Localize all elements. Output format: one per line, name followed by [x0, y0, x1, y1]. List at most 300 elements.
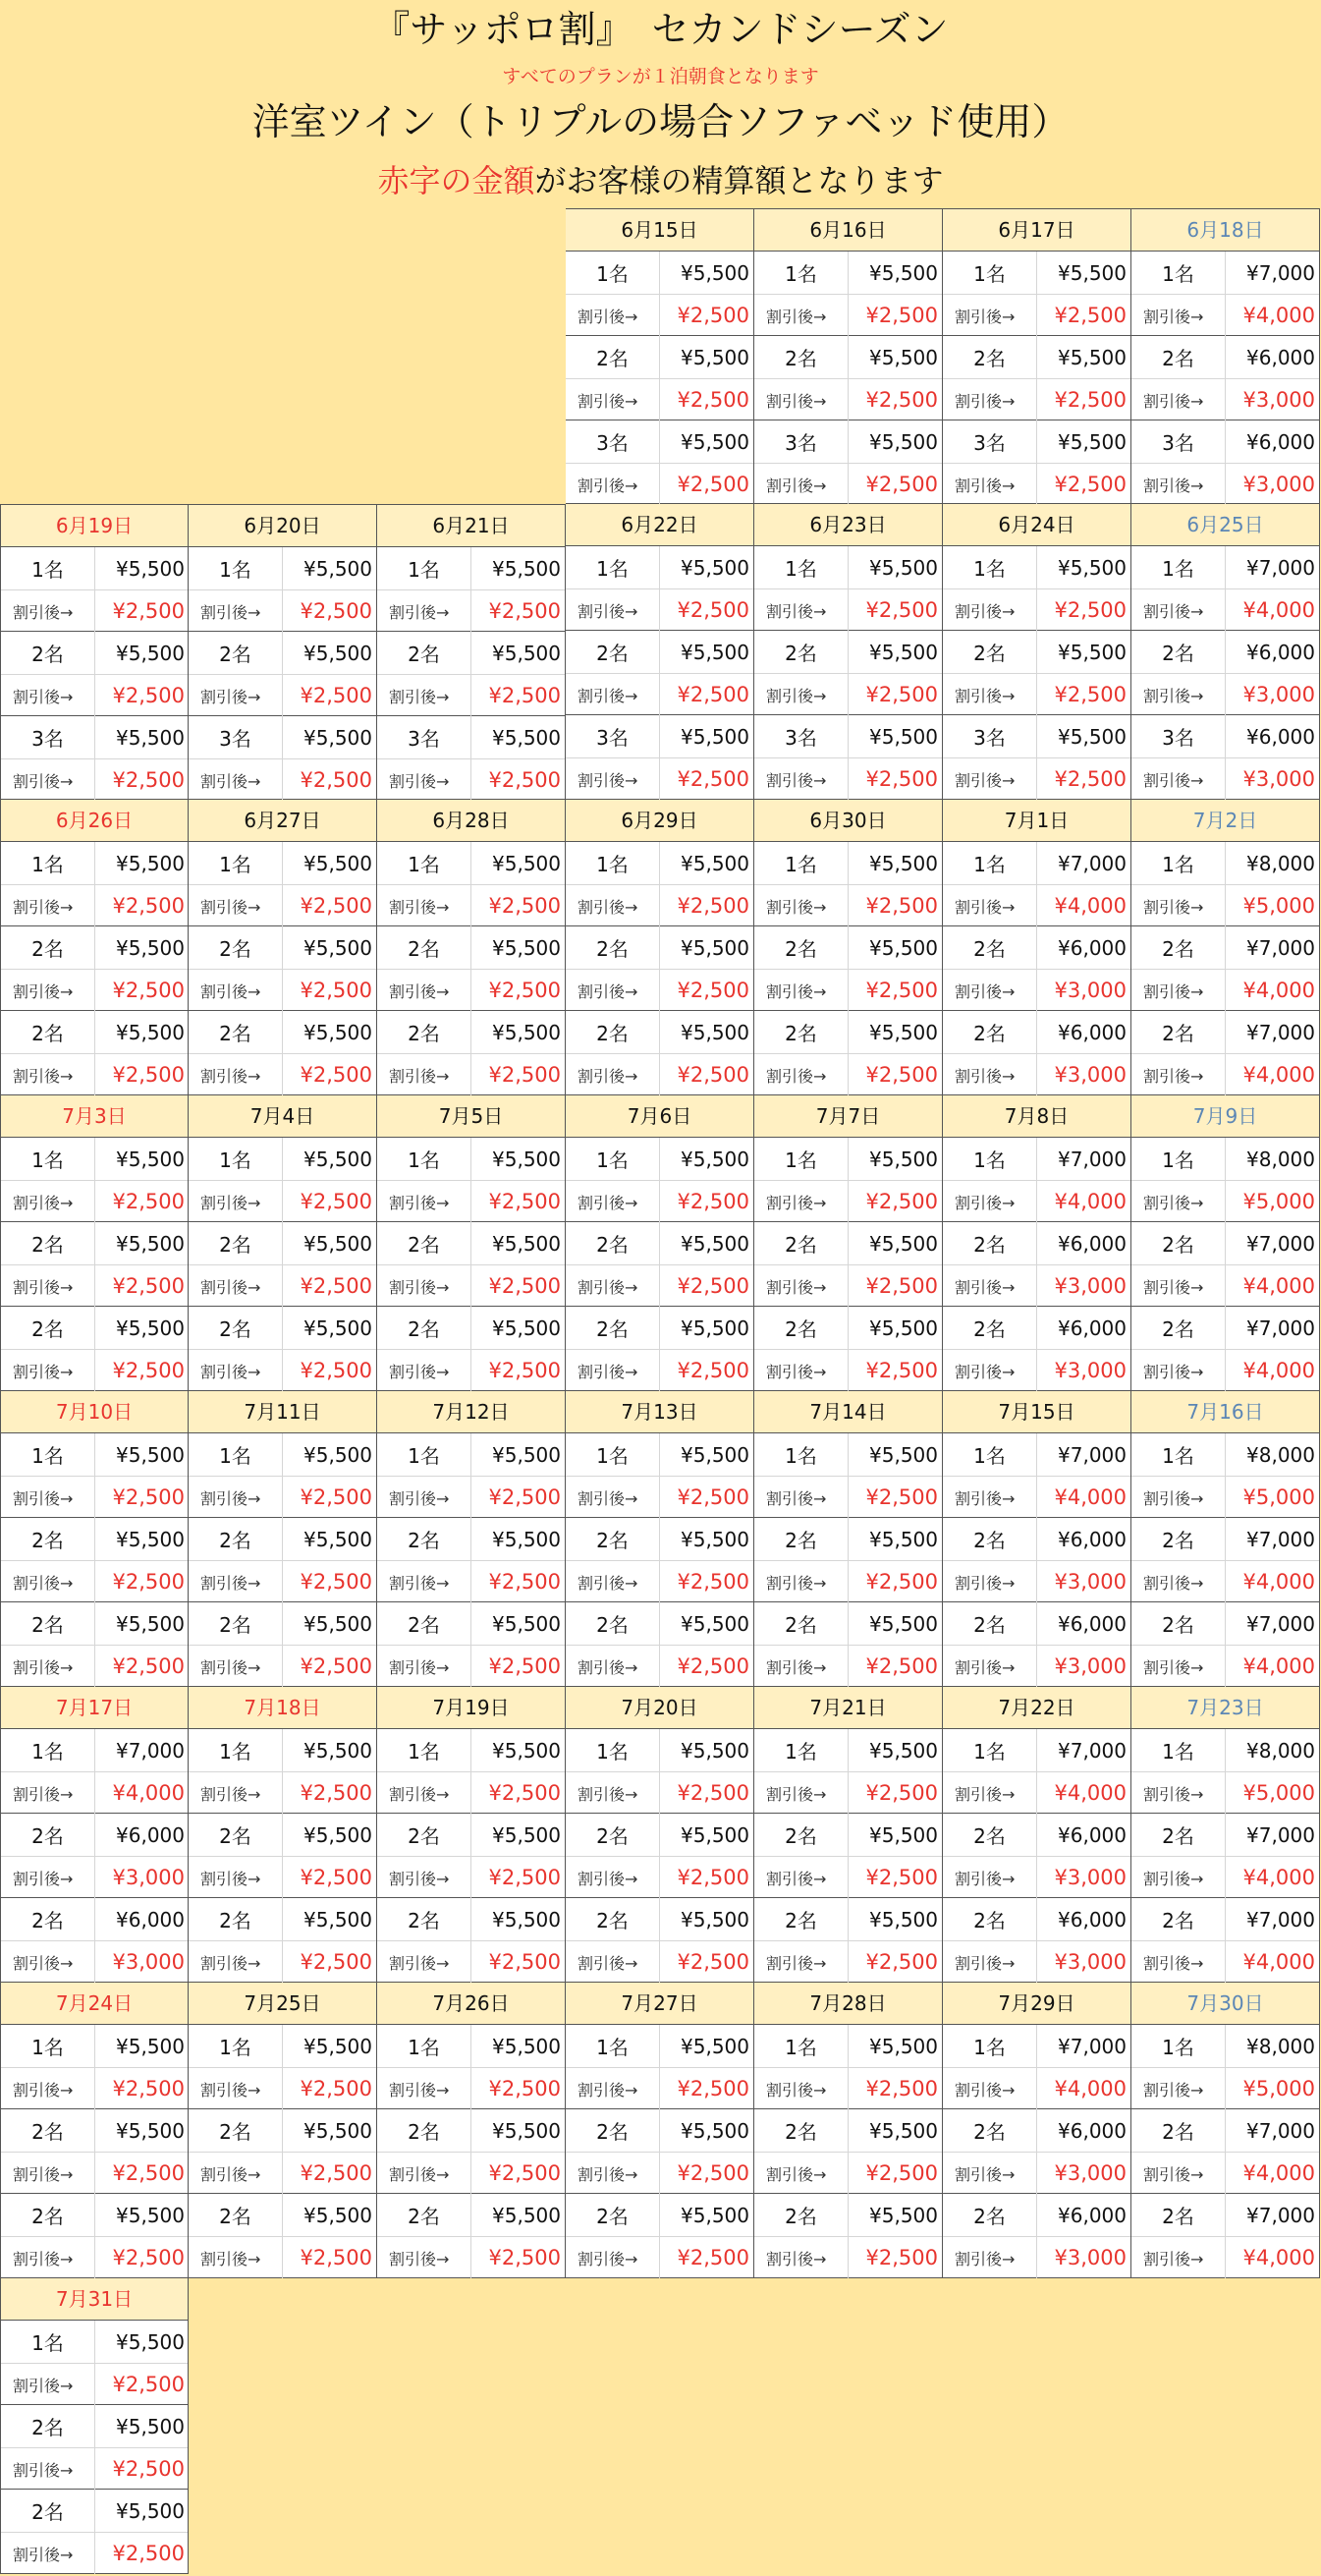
list-price-row — [1131, 546, 1319, 588]
after-discount-label: 割引後→ — [766, 1657, 827, 1677]
list-price: ¥5,500 — [681, 1231, 749, 1256]
after-discount-label: 割引後→ — [389, 1657, 450, 1677]
day-date: 7月9日 — [1131, 1095, 1319, 1138]
price-entry — [754, 842, 942, 926]
price-entry — [1, 2405, 188, 2490]
day-cell — [943, 1687, 1131, 1983]
discounted-price: ¥4,000 — [1242, 304, 1315, 327]
discount-row — [189, 969, 376, 1011]
guest-count: 2名 — [31, 1317, 64, 1341]
list-price-row — [943, 2109, 1130, 2152]
discount-row — [1, 1180, 188, 1222]
guest-count: 2名 — [973, 1233, 1006, 1257]
day-date: 7月7日 — [754, 1095, 942, 1138]
guest-count: 1名 — [408, 558, 440, 582]
discounted-price: ¥2,500 — [1054, 304, 1127, 327]
discounted-price: ¥2,500 — [677, 598, 749, 622]
after-discount-label: 割引後→ — [13, 1066, 74, 1086]
list-price: ¥5,500 — [492, 2034, 561, 2058]
after-discount-label: 割引後→ — [955, 601, 1016, 621]
after-discount-label: 割引後→ — [1143, 2080, 1204, 2100]
discount-row — [1131, 294, 1319, 336]
discounted-price: ¥2,500 — [865, 1781, 938, 1805]
discounted-price: ¥3,000 — [112, 1866, 185, 1889]
list-price-row — [1131, 420, 1319, 463]
discount-row — [754, 1053, 942, 1095]
list-price-row — [566, 1518, 753, 1560]
price-entry — [189, 1729, 376, 1814]
list-price-row — [754, 2109, 942, 2152]
after-discount-label: 割引後→ — [578, 476, 638, 495]
after-discount-label: 割引後→ — [389, 1362, 450, 1381]
list-price-row — [377, 1222, 565, 1264]
discounted-price: ¥2,500 — [112, 1063, 185, 1087]
day-date: 7月23日 — [1131, 1687, 1319, 1729]
after-discount-label: 割引後→ — [1143, 2249, 1204, 2268]
after-discount-label: 割引後→ — [200, 1573, 261, 1593]
list-price: ¥5,500 — [492, 725, 561, 750]
discounted-price: ¥2,500 — [1054, 683, 1127, 706]
price-entry — [754, 631, 942, 715]
discounted-price: ¥4,000 — [1242, 1654, 1315, 1678]
payment-note — [0, 159, 1321, 202]
list-price: ¥5,500 — [492, 1442, 561, 1467]
price-entry — [1, 632, 188, 716]
price-entry — [1, 926, 188, 1011]
discount-row — [566, 1349, 753, 1391]
list-price-row — [943, 1729, 1130, 1771]
discount-row — [189, 1856, 376, 1898]
guest-count: 2名 — [31, 1909, 64, 1932]
list-price-row — [566, 1011, 753, 1053]
discounted-price: ¥3,000 — [1054, 1950, 1127, 1974]
list-price-row — [189, 2194, 376, 2236]
list-price: ¥6,000 — [1246, 345, 1315, 369]
list-price-row — [566, 1222, 753, 1264]
day-date: 6月16日 — [754, 209, 942, 252]
price-entry — [943, 1222, 1130, 1307]
discounted-price: ¥2,500 — [488, 1485, 561, 1509]
discounted-price: ¥4,000 — [1054, 2077, 1127, 2100]
list-price-row — [1, 1814, 188, 1856]
list-price-row — [1, 1602, 188, 1645]
guest-count: 2名 — [219, 937, 251, 961]
after-discount-label: 割引後→ — [766, 981, 827, 1001]
discounted-price: ¥4,000 — [112, 1781, 185, 1805]
guest-count: 2名 — [973, 642, 1006, 665]
discounted-price: ¥2,500 — [300, 2077, 372, 2100]
list-price-row — [566, 1602, 753, 1645]
discounted-price: ¥5,000 — [1242, 1781, 1315, 1805]
discounted-price: ¥4,000 — [1242, 1359, 1315, 1382]
discounted-price: ¥2,500 — [112, 768, 185, 792]
discount-row — [566, 1771, 753, 1814]
price-entry — [189, 1433, 376, 1518]
discount-row — [754, 1476, 942, 1518]
price-entry — [943, 842, 1130, 926]
discount-row — [1131, 1560, 1319, 1602]
list-price: ¥5,500 — [869, 1907, 938, 1932]
guest-count: 1名 — [973, 262, 1006, 286]
discount-row — [1131, 673, 1319, 715]
list-price: ¥7,000 — [1246, 260, 1315, 285]
list-price-row — [377, 1307, 565, 1349]
discounted-price: ¥5,000 — [1242, 894, 1315, 918]
guest-count: 2名 — [408, 2205, 440, 2228]
price-entry — [377, 547, 565, 632]
list-price-row — [377, 1729, 565, 1771]
discount-row — [377, 1053, 565, 1095]
price-entry — [1131, 420, 1319, 505]
discounted-price: ¥2,500 — [1054, 388, 1127, 412]
price-entry — [1, 716, 188, 801]
discount-row — [566, 1645, 753, 1687]
list-price-row — [377, 547, 565, 589]
list-price: ¥7,000 — [1246, 1020, 1315, 1044]
day-date: 6月25日 — [1131, 504, 1319, 546]
after-discount-label: 割引後→ — [766, 307, 827, 326]
list-price-row — [189, 926, 376, 969]
discount-row — [1131, 1180, 1319, 1222]
list-price: ¥7,000 — [1246, 1611, 1315, 1636]
list-price: ¥7,000 — [116, 1738, 185, 1763]
guest-count: 1名 — [219, 1148, 251, 1172]
discounted-price: ¥4,000 — [1242, 1570, 1315, 1594]
after-discount-label: 割引後→ — [955, 1953, 1016, 1973]
list-price-row — [377, 842, 565, 884]
day-cell — [189, 1687, 377, 1983]
day-cell — [943, 1983, 1131, 2278]
day-cell — [1131, 208, 1320, 504]
day-cell — [377, 1687, 566, 1983]
list-price-row — [1131, 1307, 1319, 1349]
list-price-row — [1, 1433, 188, 1476]
price-entry — [1, 1602, 188, 1687]
discount-row — [754, 2236, 942, 2278]
guest-count: 1名 — [219, 853, 251, 876]
day-cell — [943, 1095, 1131, 1391]
list-price: ¥7,000 — [1246, 935, 1315, 960]
list-price-row — [1, 1729, 188, 1771]
price-entry — [1, 2321, 188, 2405]
list-price: ¥5,500 — [1058, 345, 1127, 369]
guest-count: 2名 — [408, 1613, 440, 1637]
price-entry — [1, 1138, 188, 1222]
guest-count: 2名 — [596, 1022, 629, 1045]
list-price: ¥5,500 — [681, 1822, 749, 1847]
price-entry — [754, 1433, 942, 1518]
list-price: ¥5,500 — [869, 260, 938, 285]
discounted-price: ¥2,500 — [112, 2246, 185, 2269]
discounted-price: ¥2,500 — [112, 2542, 185, 2565]
discount-row — [1, 1053, 188, 1095]
guest-count: 1名 — [785, 557, 817, 581]
after-discount-label: 割引後→ — [200, 981, 261, 1001]
day-cell — [754, 208, 943, 504]
discount-row — [377, 1856, 565, 1898]
after-discount-label: 割引後→ — [766, 2249, 827, 2268]
guest-count: 2名 — [1162, 1233, 1194, 1257]
list-price-row — [377, 2025, 565, 2067]
discount-row — [1131, 588, 1319, 631]
list-price: ¥5,500 — [869, 429, 938, 454]
price-entry — [189, 1814, 376, 1898]
list-price-row — [377, 2109, 565, 2152]
list-price: ¥8,000 — [1246, 1147, 1315, 1171]
after-discount-label: 割引後→ — [955, 1573, 1016, 1593]
discount-row — [189, 1771, 376, 1814]
day-date: 6月17日 — [943, 209, 1130, 252]
after-discount-label: 割引後→ — [200, 1784, 261, 1804]
after-discount-label: 割引後→ — [389, 1573, 450, 1593]
price-entry — [189, 1138, 376, 1222]
day-cell — [943, 504, 1131, 800]
list-price-row — [1131, 2025, 1319, 2067]
list-price: ¥5,500 — [116, 1316, 185, 1340]
day-cell — [566, 800, 754, 1095]
list-price: ¥5,500 — [869, 1611, 938, 1636]
price-entry — [1131, 1222, 1319, 1307]
guest-count: 2名 — [31, 1233, 64, 1257]
list-price: ¥6,000 — [1246, 640, 1315, 664]
discounted-price: ¥5,000 — [1242, 1190, 1315, 1213]
after-discount-label: 割引後→ — [389, 1066, 450, 1086]
day-cell — [377, 1391, 566, 1687]
price-entry — [566, 1138, 753, 1222]
list-price-row — [943, 1602, 1130, 1645]
price-entry — [943, 1138, 1130, 1222]
discount-row — [189, 1940, 376, 1983]
discount-row — [754, 1180, 942, 1222]
discount-row — [754, 884, 942, 926]
discounted-price: ¥2,500 — [300, 1190, 372, 1213]
guest-count: 3名 — [596, 726, 629, 750]
price-entry — [377, 716, 565, 801]
discount-row — [566, 1940, 753, 1983]
discounted-price: ¥2,500 — [300, 684, 372, 707]
discounted-price: ¥2,500 — [300, 1654, 372, 1678]
list-price: ¥5,500 — [303, 1611, 372, 1636]
price-entry — [566, 2025, 753, 2109]
after-discount-label: 割引後→ — [1143, 1657, 1204, 1677]
day-date: 7月26日 — [377, 1983, 565, 2025]
list-price: ¥5,500 — [492, 935, 561, 960]
page-header — [0, 0, 1321, 208]
discounted-price: ¥2,500 — [488, 2161, 561, 2185]
price-entry — [566, 715, 753, 800]
price-entry — [943, 1729, 1130, 1814]
discount-row — [377, 1771, 565, 1814]
guest-count: 2名 — [596, 937, 629, 961]
discount-row — [1131, 1856, 1319, 1898]
list-price-row — [1, 1222, 188, 1264]
guest-count: 2名 — [973, 2205, 1006, 2228]
list-price: ¥5,500 — [681, 555, 749, 580]
discount-row — [377, 758, 565, 801]
discounted-price: ¥2,500 — [865, 894, 938, 918]
after-discount-label: 割引後→ — [389, 602, 450, 622]
guest-count: 2名 — [785, 2205, 817, 2228]
after-discount-label: 割引後→ — [766, 476, 827, 495]
discount-row — [1131, 1771, 1319, 1814]
day-date: 7月30日 — [1131, 1983, 1319, 2025]
discounted-price: ¥2,500 — [300, 1359, 372, 1382]
guest-count: 2名 — [219, 1613, 251, 1637]
guest-count: 3名 — [973, 431, 1006, 455]
list-price: ¥5,500 — [681, 345, 749, 369]
list-price-row — [566, 2109, 753, 2152]
discounted-price: ¥4,000 — [1242, 1063, 1315, 1087]
discount-row — [754, 2067, 942, 2109]
price-entry — [943, 2194, 1130, 2278]
day-cell — [943, 208, 1131, 504]
list-price-row — [1, 1898, 188, 1940]
day-cell — [1131, 1095, 1320, 1391]
discount-row — [754, 757, 942, 800]
guest-count: 2名 — [596, 1613, 629, 1637]
day-cell — [754, 1391, 943, 1687]
after-discount-label: 割引後→ — [578, 391, 638, 411]
after-discount-label: 割引後→ — [200, 771, 261, 791]
discounted-price: ¥2,500 — [112, 599, 185, 623]
guest-count: 1名 — [785, 1444, 817, 1468]
price-entry — [566, 1814, 753, 1898]
day-date: 7月31日 — [1, 2278, 188, 2321]
day-cell — [0, 1983, 189, 2278]
list-price: ¥5,500 — [116, 1527, 185, 1551]
discount-row — [566, 969, 753, 1011]
list-price-row — [943, 420, 1130, 463]
guest-count: 2名 — [31, 1824, 64, 1848]
list-price-row — [754, 1729, 942, 1771]
day-cell — [0, 1095, 189, 1391]
price-entry — [189, 1898, 376, 1983]
after-discount-label: 割引後→ — [389, 687, 450, 706]
price-entry — [1131, 1814, 1319, 1898]
discount-row — [1, 2532, 188, 2574]
guest-count: 1名 — [408, 1740, 440, 1764]
day-date: 7月24日 — [1, 1983, 188, 2025]
guest-count: 2名 — [31, 1022, 64, 1045]
price-entry — [1, 2025, 188, 2109]
after-discount-label: 割引後→ — [578, 1657, 638, 1677]
price-entry — [754, 1011, 942, 1095]
guest-count: 1名 — [785, 1148, 817, 1172]
discounted-price: ¥2,500 — [865, 1063, 938, 1087]
day-cell — [566, 1687, 754, 1983]
list-price: ¥5,500 — [116, 935, 185, 960]
guest-count: 2名 — [596, 347, 629, 370]
list-price: ¥6,000 — [1058, 1907, 1127, 1932]
discounted-price: ¥2,500 — [677, 304, 749, 327]
after-discount-label: 割引後→ — [389, 981, 450, 1001]
after-discount-label: 割引後→ — [766, 601, 827, 621]
list-price-row — [377, 1898, 565, 1940]
list-price-row — [1, 2405, 188, 2447]
list-price: ¥5,500 — [116, 556, 185, 581]
day-cell — [754, 504, 943, 800]
list-price: ¥5,500 — [303, 1822, 372, 1847]
list-price: ¥7,000 — [1058, 1147, 1127, 1171]
price-entry — [1, 1518, 188, 1602]
discounted-price: ¥2,500 — [865, 473, 938, 496]
day-cell — [1131, 1687, 1320, 1983]
after-discount-label: 割引後→ — [766, 391, 827, 411]
guest-count: 2名 — [219, 643, 251, 666]
discount-row — [1, 2447, 188, 2490]
price-entry — [1, 547, 188, 632]
discounted-price: ¥2,500 — [300, 1866, 372, 1889]
list-price: ¥5,500 — [492, 1822, 561, 1847]
after-discount-label: 割引後→ — [578, 2080, 638, 2100]
list-price: ¥5,500 — [303, 1020, 372, 1044]
discounted-price: ¥2,500 — [677, 979, 749, 1002]
price-entry — [377, 2109, 565, 2194]
day-cell — [1131, 1983, 1320, 2278]
discount-row — [943, 1560, 1130, 1602]
list-price-row — [943, 1518, 1130, 1560]
price-entry — [377, 2194, 565, 2278]
list-price-row — [189, 842, 376, 884]
discount-row — [943, 463, 1130, 505]
list-price-row — [1131, 842, 1319, 884]
guest-count: 2名 — [1162, 2205, 1194, 2228]
discounted-price: ¥2,500 — [677, 1063, 749, 1087]
list-price-row — [754, 1138, 942, 1180]
price-entry — [189, 926, 376, 1011]
list-price-row — [754, 715, 942, 757]
discount-row — [1, 1476, 188, 1518]
after-discount-label: 割引後→ — [766, 1193, 827, 1212]
list-price: ¥6,000 — [1058, 1231, 1127, 1256]
discounted-price: ¥3,000 — [1054, 1274, 1127, 1298]
day-cell — [189, 504, 377, 800]
price-entry — [189, 1222, 376, 1307]
discounted-price: ¥2,500 — [677, 767, 749, 791]
price-entry — [1131, 2194, 1319, 2278]
discounted-price: ¥2,500 — [112, 894, 185, 918]
price-entry — [943, 420, 1130, 505]
day-date: 6月29日 — [566, 800, 753, 842]
price-entry — [377, 926, 565, 1011]
list-price-row — [1131, 631, 1319, 673]
after-discount-label: 割引後→ — [578, 601, 638, 621]
discount-row — [189, 1180, 376, 1222]
guest-count: 1名 — [596, 853, 629, 876]
discount-row — [754, 294, 942, 336]
list-price: ¥5,500 — [681, 1738, 749, 1763]
after-discount-label: 割引後→ — [200, 1488, 261, 1508]
after-discount-label: 割引後→ — [13, 1657, 74, 1677]
price-entry — [189, 547, 376, 632]
price-entry — [754, 252, 942, 336]
after-discount-label: 割引後→ — [200, 1066, 261, 1086]
price-entry — [754, 715, 942, 800]
after-discount-label: 割引後→ — [766, 1869, 827, 1888]
discounted-price: ¥3,000 — [1054, 2161, 1127, 2185]
price-entry — [566, 1602, 753, 1687]
discounted-price: ¥2,500 — [112, 1274, 185, 1298]
guest-count: 1名 — [973, 853, 1006, 876]
discount-row — [1, 2236, 188, 2278]
guest-count: 2名 — [31, 937, 64, 961]
discounted-price: ¥3,000 — [1242, 767, 1315, 791]
price-entry — [566, 842, 753, 926]
price-entry — [377, 1138, 565, 1222]
guest-count: 3名 — [1162, 726, 1194, 750]
list-price-row — [377, 1433, 565, 1476]
list-price-row — [1, 842, 188, 884]
